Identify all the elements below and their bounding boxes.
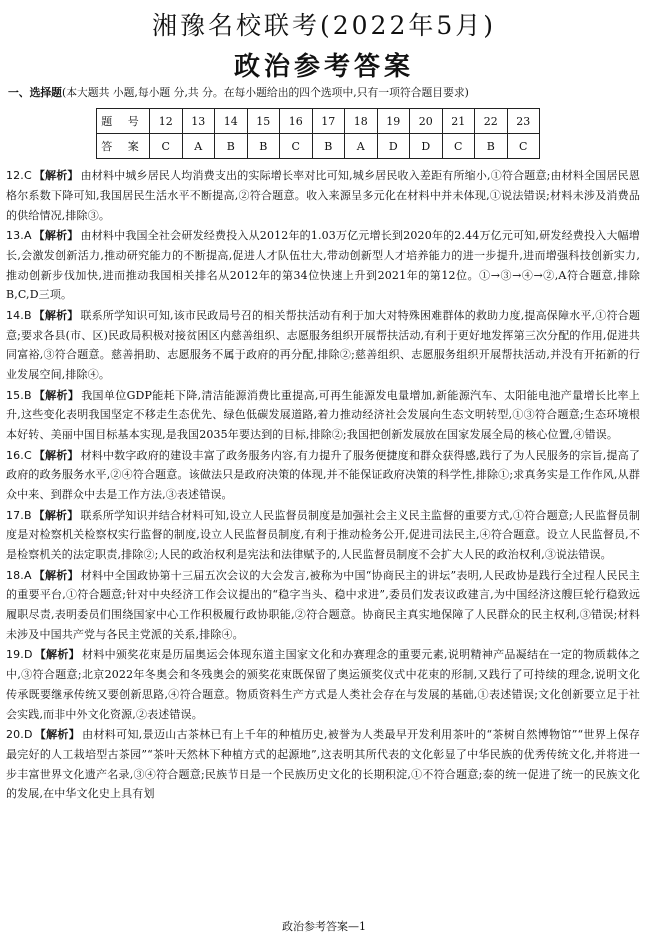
answer-cell: C	[442, 134, 475, 159]
explanation-item	[6, 226, 640, 305]
answer-cell: C	[507, 134, 540, 159]
analysis-tag: 【解析】	[34, 728, 81, 742]
explanation-item	[6, 166, 640, 225]
item-number: 20.D	[6, 728, 33, 742]
question-number: 18	[345, 109, 378, 134]
answer-cell: B	[475, 134, 508, 159]
item-number: 15.B	[6, 388, 32, 402]
analysis-tag: 【解析】	[34, 648, 80, 662]
answer-cell: C	[150, 134, 183, 159]
explanation-item	[6, 645, 640, 724]
explanations	[6, 166, 640, 805]
item-number: 18.A	[6, 568, 32, 582]
analysis-tag: 【解析】	[33, 228, 79, 242]
explanation-item	[6, 386, 640, 445]
section-label: 一、选择题	[8, 86, 62, 99]
question-number: 14	[215, 109, 248, 134]
answer-table	[96, 108, 540, 159]
exam-title: 湘豫名校联考(2022年5月)	[151, 11, 497, 40]
analysis-tag: 【解析】	[33, 169, 79, 182]
answer-cell: D	[410, 134, 443, 159]
analysis-tag: 【解析】	[33, 388, 80, 402]
page-footer: 政治参考答案—1	[282, 920, 366, 933]
explanation-item	[6, 566, 640, 645]
answer-cell: C	[280, 134, 313, 159]
page-title: 政治参考答案	[233, 52, 414, 82]
analysis-tag: 【解析】	[33, 508, 79, 522]
item-text: 由材料可知,景迈山古茶林已有上千年的种植历史,被誉为人类最早开发利用茶叶的“茶树自然博物馆”“世界上保存最完好的人工栽培型古茶园”“茶叶天然林下种植方式的起源地”,这表明其所代表的文化彰显了中华民族的优秀传统文化,并将进一步丰富世界文化遗产名录,③④符合题意;民族节日是一个民族历史文化的长期积淀,①不符合题意;泰的统一促进了统一的民族文化的发展,在中华文化史上具有划	[6, 728, 640, 801]
answer-cell: A	[345, 134, 378, 159]
section-note: (本大题共 小题,每小题 分,共 分。在每小题给出的四个选项中,只有一项符合题目要求)	[61, 86, 469, 99]
item-number: 19.D	[6, 648, 33, 662]
answer-table-answer-row	[97, 134, 540, 159]
question-number: 16	[280, 109, 313, 134]
question-number: 19	[377, 109, 410, 134]
question-number: 15	[247, 109, 280, 134]
question-number: 17	[312, 109, 345, 134]
question-number: 13	[182, 109, 215, 134]
explanation-item	[6, 306, 640, 385]
explanation-item	[6, 725, 640, 804]
item-text: 联系所学知识可知,该市民政局号召的相关帮扶活动有利于加大对特殊困难群体的救助力度,提高保障水平,①符合题意;要求各县(市、区)民政局积极对接贫困区内慈善组织、志愿服务组织开展帮扶活动,有利于更好地发挥第三次分配的作用,促进共同富裕,③符合题意。慈善捐助、志愿服务不属于政府的再分配,排除②;慈善组织、志愿服务组织开展帮扶活动,并没有开拓新的行业发展空间,排除④。	[6, 308, 640, 382]
question-number: 12	[150, 109, 183, 134]
item-text: 由材料中我国全社会研发经费投入从2012年的1.03万亿元增长到2020年的2.44万亿元可知,研发经费投入大幅增长,会激发创新活力,推动研究能力的不断提高,促进人才队伍壮大,带动创新型人才培养能力的进一步提升,进而增强科技创新实力,推动创新步伐加快,进而推动我国相关排名从2012年的第34位快速上升到2021年的第12位。①→③→④→②,A符合题意,排除B,C,D三项。	[6, 228, 640, 302]
question-number: 21	[442, 109, 475, 134]
question-number: 23	[507, 109, 540, 134]
explanation-item	[6, 446, 640, 505]
item-number: 13.A	[6, 228, 32, 242]
answer-cell: D	[377, 134, 410, 159]
answer-cell: A	[182, 134, 215, 159]
item-text: 联系所学知识并结合材料可知,设立人民监督员制度是加强社会主义民主监督的重要方式,①符合题意;人民监督员制度是对检察机关检察权实行监督的制度,设立人民监督员制度,有利于推动检务公开,促进司法民主,④符合题意。设立人民监督员,不是检察机关的法定职责,排除②;人民的政治权利是宪法和法律赋予的,人民监督员制度不会扩大人民的政治权利,③说法错误。	[6, 508, 640, 562]
explanation-item	[6, 506, 640, 565]
question-number: 20	[410, 109, 443, 134]
item-number: 16.C	[6, 448, 32, 462]
answer-row-label: 答 案	[97, 134, 150, 159]
item-text: 材料中颁奖花束是历届奥运会体现东道主国家文化和办赛理念的重要元素,说明精神产品凝结在一定的物质载体之中,③符合题意;北京2022年冬奥会和冬残奥会的颁奖花束既保留了奥运颁奖仪式中花束的形制,又践行了可持续的理念,说明文化传承既要继承传统又要创新思路,④符合题意。物质资料生产方式是人类社会存在与发展的基础,①表述错误;文化创新要立足于社会实践,而非中外文化资源,②表述错误。	[6, 648, 640, 721]
item-number: 14.B	[6, 308, 32, 322]
number-row-label: 题 号	[97, 109, 150, 134]
question-number: 22	[475, 109, 508, 134]
answer-cell: B	[247, 134, 280, 159]
analysis-tag: 【解析】	[33, 308, 79, 322]
item-number: 17.B	[6, 508, 32, 522]
answer-cell: B	[312, 134, 345, 159]
section-heading	[8, 85, 648, 100]
item-text: 材料中数字政府的建设丰富了政务服务内容,有力提升了服务便捷度和群众获得感,践行了为人民服务的宗旨,提高了政府的政务服务水平,②④符合题意。该做法只是政府决策的体现,并不能保证政府决策的科学性,排除①;求真务实是工作作风,从群众中来、到群众中去是工作方法,③表述错误。	[6, 448, 640, 502]
item-text: 由材料中城乡居民人均消费支出的实际增长率对比可知,城乡居民收入差距有所缩小,①符合题意;由材料全国居民恩格尔系数下降可知,我国居民生活水平不断提高,②符合题意。收入来源呈多元化在材料中并未体现,①说法错误;材料未涉及消费品的供给情况,排除③。	[6, 169, 640, 222]
analysis-tag: 【解析】	[33, 568, 79, 582]
item-text: 材料中全国政协第十三届五次会议的大会发言,被称为中国“协商民主的讲坛”表明,人民政协是践行全过程人民民主的重要平台,①符合题意;针对中央经济工作会议提出的“稳字当头、稳中求进”,委员们发表议政建言,为中国经济这艘巨轮行稳致远履职尽责,表明委员们围绕国家中心工作积极履行政协职能,②符合题意。协商民主真实地保障了人民群众的民主权利,③错误;材料未涉及中国共产党与各民主党派的关系,排除④。	[6, 568, 640, 641]
item-text: 我国单位GDP能耗下降,清洁能源消费比重提高,可再生能源发电量增加,新能源汽车、太阳能电池产量增长比率上升,这些变化表明我国坚定不移走生态优先、绿色低碳发展道路,着力推动经济社会发展向生态文明转型,①③符合题意;生态环境根本好转、美丽中国目标基本实现,是我国2035年要达到的目标,排除②;我国把创新发展放在国家发展全局的核心位置,④错误。	[6, 388, 640, 442]
analysis-tag: 【解析】	[33, 448, 79, 462]
item-number: 12.C	[6, 169, 32, 182]
answer-cell: B	[215, 134, 248, 159]
answer-table-number-row	[97, 109, 540, 134]
